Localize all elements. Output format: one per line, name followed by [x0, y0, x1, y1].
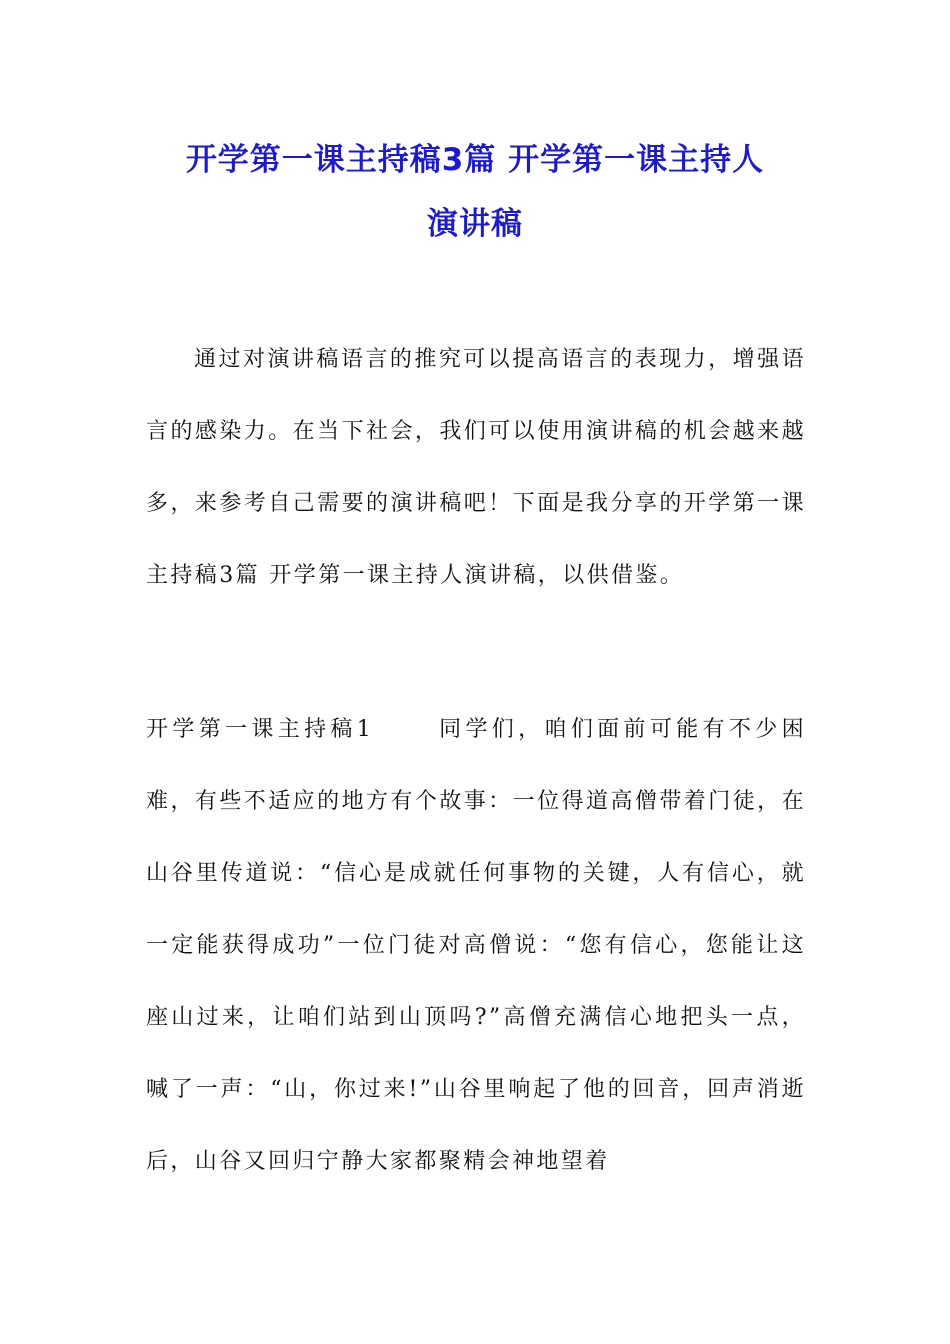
section-1-heading: 开学第一课主持稿1: [146, 717, 374, 742]
intro-paragraph: 通过对演讲稿语言的推究可以提高语言的表现力，增强语言的感染力。在当下社会，我们可以使用演讲稿的机会越来越多，来参考自己需要的演讲稿吧！下面是我分享的开学第一课主持稿3篇 开学第一课主持人演讲稿，以供借鉴。: [146, 347, 806, 588]
page-title: [120, 128, 830, 256]
title-line-2: 演讲稿: [427, 206, 523, 242]
title-line-1: 开学第一课主持稿3篇 开学第一课主持人: [185, 142, 765, 178]
section-1-paragraph: [146, 694, 806, 1198]
section-1-body: 同学们，咱们面前可能有不少困难，有些不适应的地方有个故事：一位得道高僧带着门徒，在山谷里传道说：“信心是成就任何事物的关键，人有信心，就一定能获得成功”一位门徒对高僧说：“您有信心，您能让这座山过来，让咱们站到山顶吗?”高僧充满信心地把头一点，喊了一声：“山，你过来!”山谷里响起了他的回音，回声消逝后，山谷又回归宁静大家都聚精会神地望着: [146, 717, 806, 1174]
